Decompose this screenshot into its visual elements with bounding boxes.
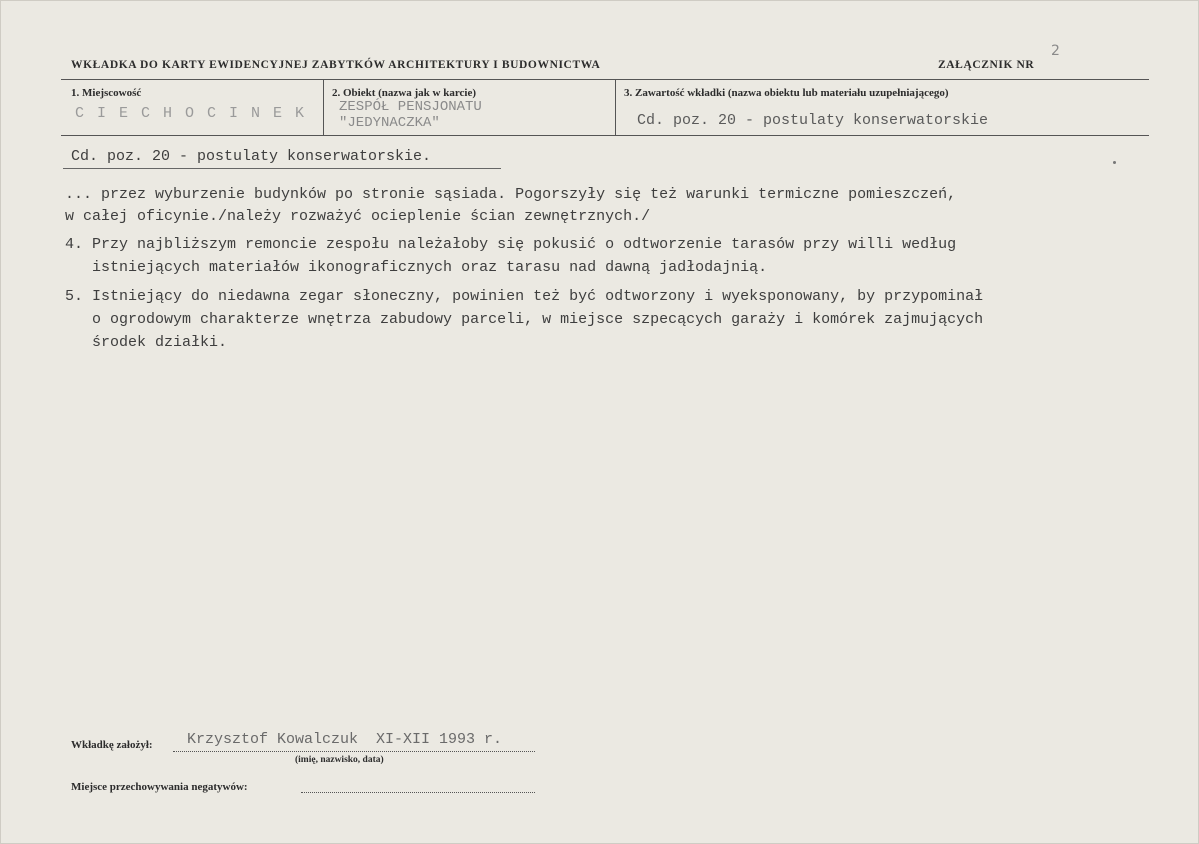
body-line: o ogrodowym charakterze wnętrza zabudowy parceli, w miejsce szpecących garaży i komórek zajmujących xyxy=(65,311,984,328)
body-line: istniejących materiałów ikonograficznych oraz tarasu nad dawną jadłodajnią. xyxy=(65,259,768,276)
contents-label: 3. Zawartość wkładki (nazwa obiektu lub materiału uzupełniającego) xyxy=(624,87,949,99)
form-title: WKŁADKA DO KARTY EWIDENCYJNEJ ZABYTKÓW ARCHITEKTURY I BUDOWNICTWA xyxy=(71,59,601,71)
locality-label: 1. Miejscowość xyxy=(71,87,142,99)
body-line: środek działki. xyxy=(65,334,228,351)
author-caption: (imię, nazwisko, data) xyxy=(295,755,384,765)
negatives-label: Miejsce przechowywania negatywów: xyxy=(71,781,248,793)
author-label: Wkładkę założył: xyxy=(71,739,153,751)
header-top-rule xyxy=(61,79,1149,80)
body-line: 4. Przy najbliższym remoncie zespołu należałoby się pokusić o odtworzenie tarasów przy willi według xyxy=(65,236,957,253)
contents-value: Cd. poz. 20 - postulaty konserwatorskie xyxy=(637,112,989,129)
body-line: w całej oficynie./należy rozważyć ocieplenie ścian zewnętrznych./ xyxy=(65,208,651,225)
body-line: ... przez wyburzenie budynków po stronie sąsiada. Pogorszyły się też warunki termiczne pomieszczeń, xyxy=(65,186,957,203)
object-value-line1: ZESPÓŁ PENSJONATU xyxy=(339,99,482,115)
stray-mark xyxy=(1113,161,1116,164)
locality-value: CIECHOCINEK xyxy=(75,105,318,122)
body-heading: Cd. poz. 20 - postulaty konserwatorskie. xyxy=(71,148,432,165)
field-divider-2 xyxy=(615,79,616,135)
negatives-line xyxy=(301,792,535,793)
author-line xyxy=(173,751,535,752)
heading-underline xyxy=(63,168,501,169)
object-value-line2: "JEDYNACZKA" xyxy=(339,115,440,131)
annex-label: ZAŁĄCZNIK NR xyxy=(938,59,1035,71)
header-bottom-rule xyxy=(61,135,1149,136)
field-divider-1 xyxy=(323,79,324,135)
author-value: Krzysztof Kowalczuk XI-XII 1993 r. xyxy=(187,731,503,748)
annex-number: 2 xyxy=(1051,43,1060,59)
body-line: 5. Istniejący do niedawna zegar słoneczny, powinien też być odtworzony i wyeksponowany, by przypominał xyxy=(65,288,984,305)
object-label: 2. Obiekt (nazwa jak w karcie) xyxy=(332,87,477,99)
